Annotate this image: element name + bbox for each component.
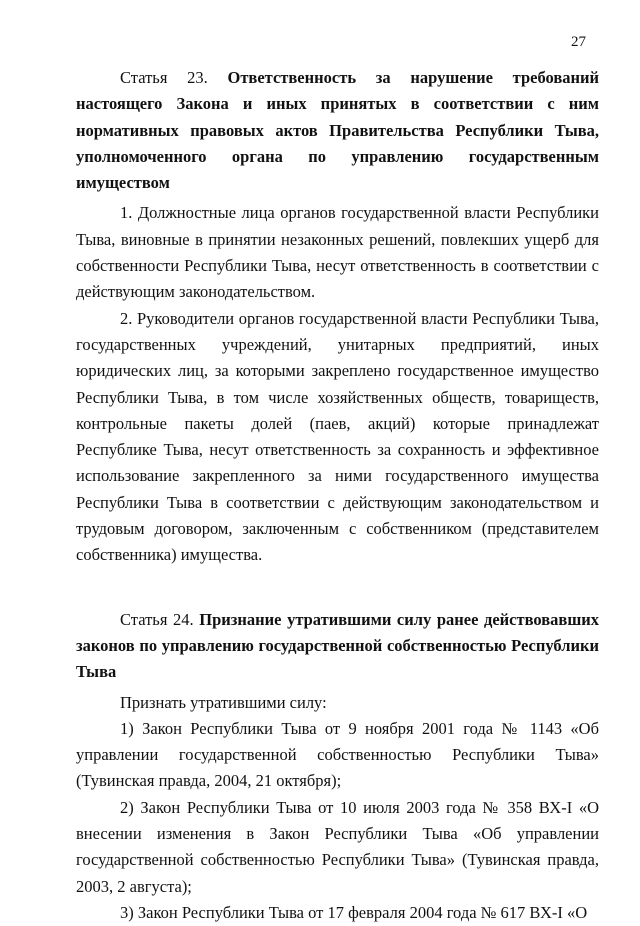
paragraph: 2. Руководители органов государственной власти Республики Тыва, государственных учреждений, унитарных предприятий, иных юридических лиц, за которыми закреплено государственное имущество Республики Тыва, в том числе хозяйственных обществ, товариществ, контрольные пакеты долей (паев, акций) которые принадлежат Республике Тыва, несут ответственность за сохранность и эффективное использование закрепленного за ними государственного имущества Республики Тыва в соответствии с действующим законодательством и трудовым договором, заключенным с собственником (представителем собственника) имущества. <box>76 308 599 565</box>
article-label: Статья 23. <box>120 68 208 87</box>
list-item: 1) Закон Республики Тыва от 9 ноября 2001 года № 1143 «Об управлении государственной собственностью Республики Тыва» (Тувинская правда, 2004, 21 октября); <box>76 718 599 791</box>
article-24 <box>76 607 599 926</box>
section-gap <box>76 569 599 607</box>
paragraph: Признать утратившими силу: <box>120 692 327 712</box>
article-heading <box>76 607 599 686</box>
list-item: 3) Закон Республики Тыва от 17 февраля 2004 года № 617 ВХ-I «О <box>120 902 588 922</box>
page-content <box>76 65 599 926</box>
article-title: Ответственность за нарушение требований настоящего Закона и иных принятых в соответствии с ним нормативных правовых актов Правительства Республики Тыва, уполномоченного органа по управлению государственным имуществом <box>76 68 599 193</box>
page-number: 27 <box>571 34 586 50</box>
list-item: 2) Закон Республики Тыва от 10 июля 2003 года № 358 ВХ-I «О внесении изменения в Закон Республики Тыва «Об управлении государственной собственностью Республики Тыва» (Тувинская правда, 2003, 2 августа); <box>76 797 599 896</box>
paragraph: 1. Должностные лица органов государственной власти Республики Тыва, виновные в принятии незаконных решений, повлекших ущерб для собственности Республики Тыва, несут ответственность в соответствии с действующим законодательством. <box>76 203 599 302</box>
article-title: Признание утратившими силу ранее действовавших законов по управлению государственной собственностью Республики Тыва <box>76 609 600 682</box>
article-label: Статья 24. <box>120 609 194 629</box>
article-heading <box>76 65 599 196</box>
article-23 <box>76 65 599 569</box>
